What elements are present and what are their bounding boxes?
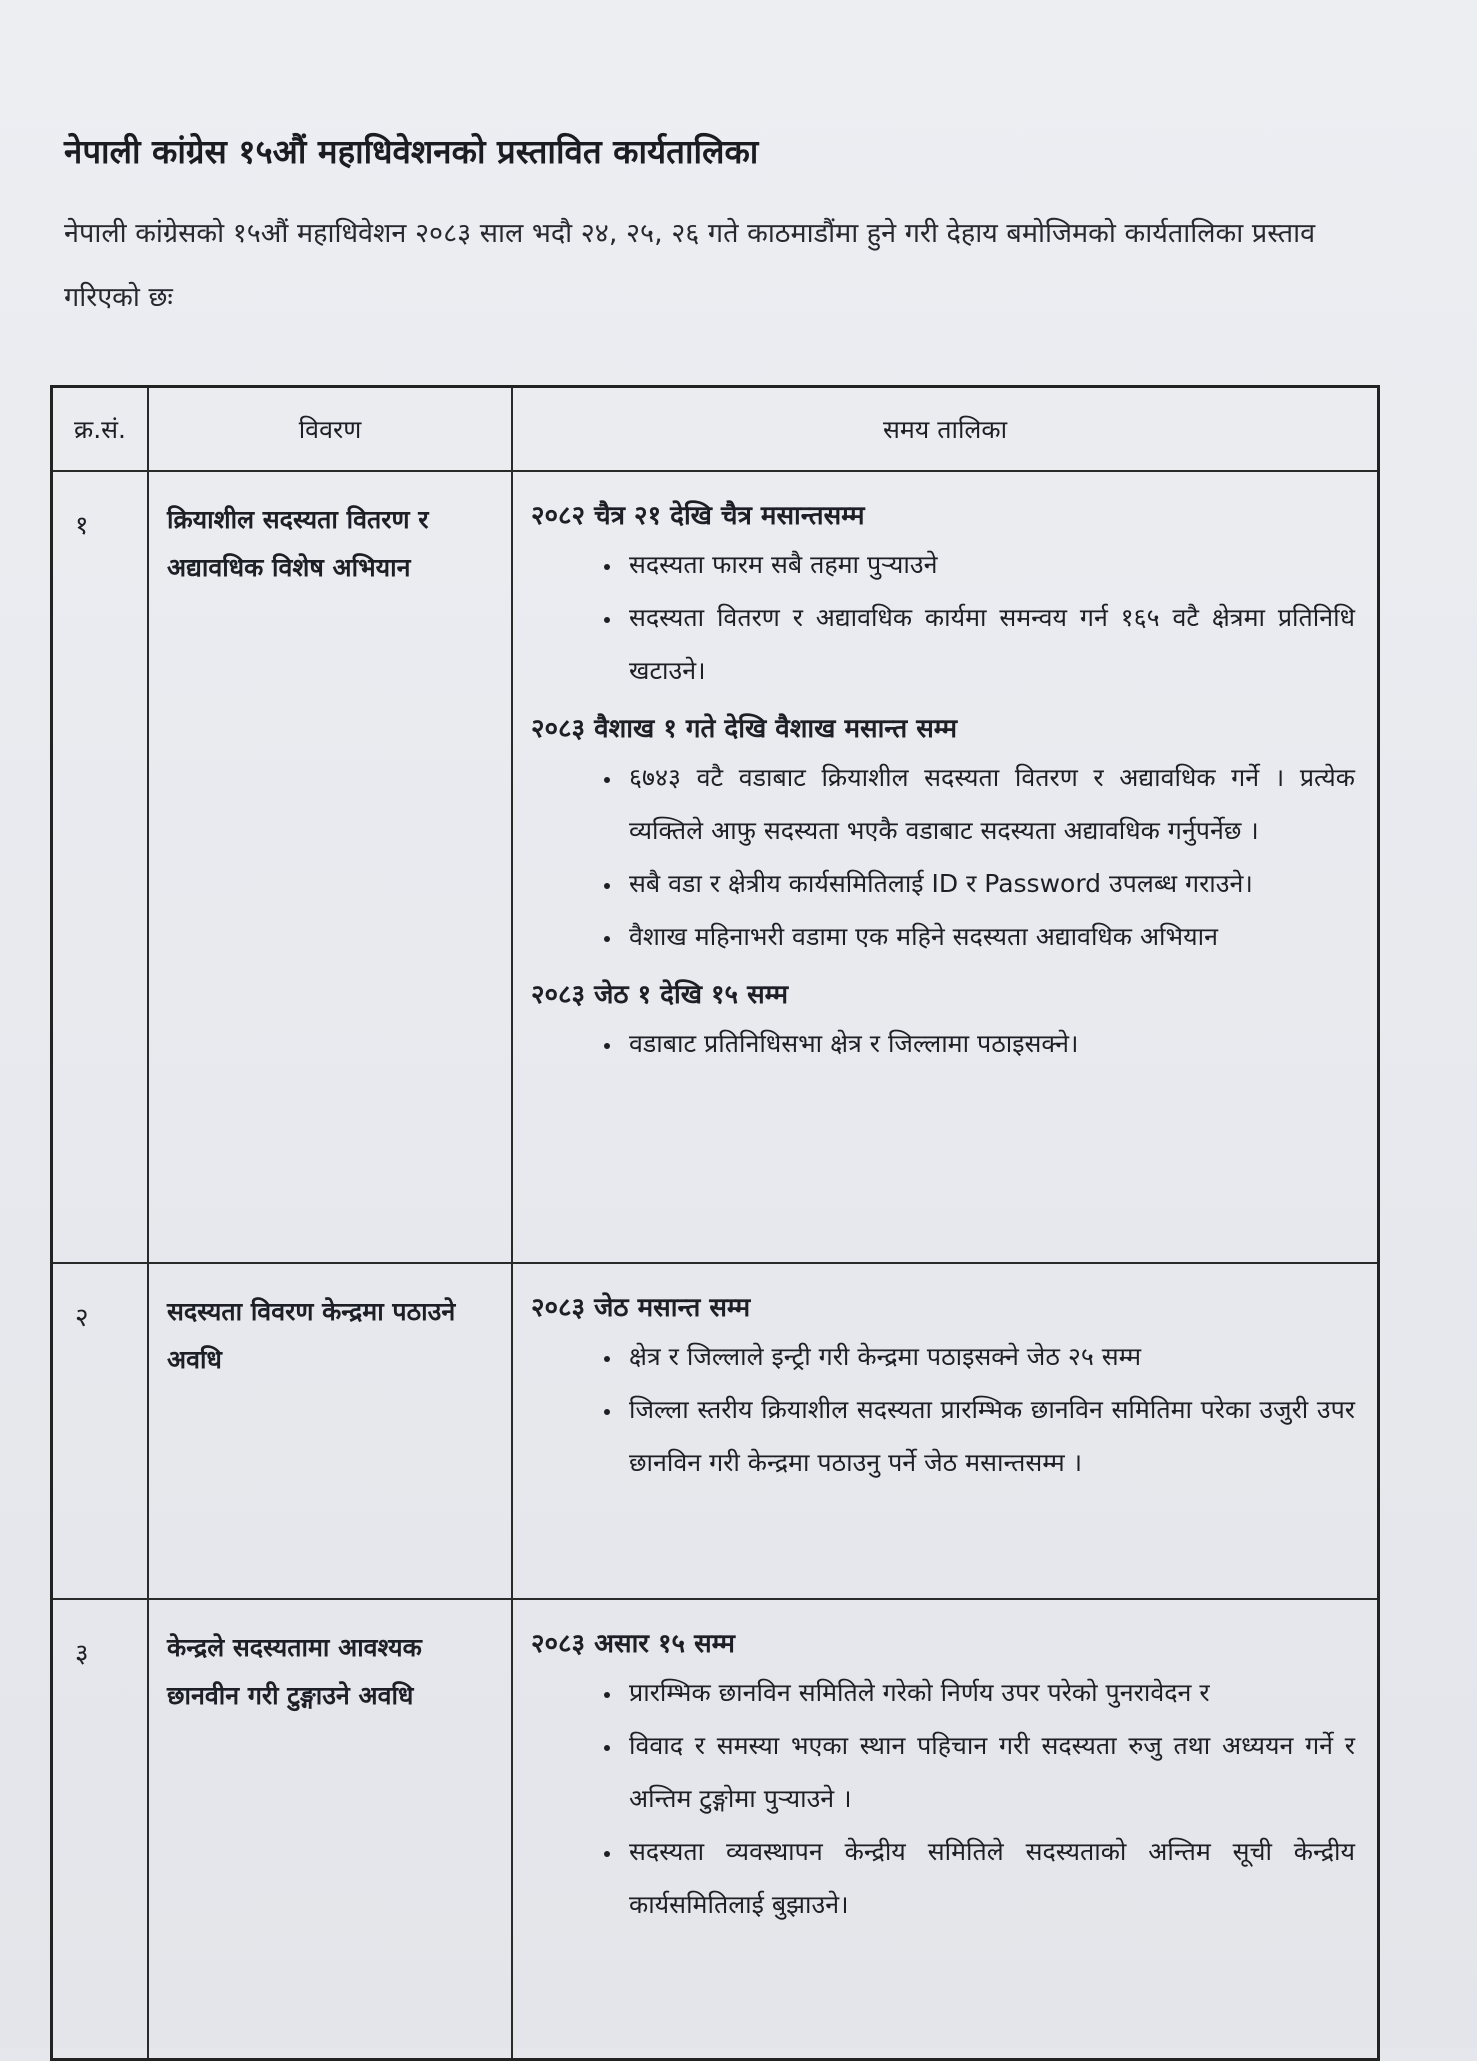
table-row bbox=[52, 1599, 1379, 2060]
list-item: • वैशाख महिनाभरी वडामा एक महिने सदस्यता अद्यावधिक अभियान bbox=[623, 910, 1355, 963]
period-heading: २०८३ जेठ मसान्त सम्म bbox=[531, 1293, 751, 1323]
header-sn: क्र.सं. bbox=[52, 387, 149, 472]
period-heading: २०८२ चैत्र २१ देखि चैत्र मसान्तसम्म bbox=[531, 501, 865, 531]
row-sn: १ bbox=[52, 471, 149, 1263]
period-heading: २०८३ वैशाख १ गते देखि वैशाख मसान्त सम्म bbox=[531, 714, 958, 744]
period-heading: २०८३ जेठ १ देखि १५ सम्म bbox=[531, 980, 789, 1010]
list-item: • विवाद र समस्या भएका स्थान पहिचान गरी सदस्यता रुजु तथा अध्ययन गर्ने र अन्तिम टुङ्गोमा पुऱ्याउने । bbox=[623, 1719, 1355, 1825]
list-item: • सदस्यता व्यवस्थापन केन्द्रीय समितिले सदस्यताको अन्तिम सूची केन्द्रीय कार्यसमितिलाई बुझाउने। bbox=[623, 1825, 1355, 1931]
table-row bbox=[52, 1263, 1379, 1599]
row-description: क्रियाशील सदस्यता वितरण र अद्यावधिक विशेष अभियान bbox=[148, 471, 512, 1263]
period-heading: २०८३ असार १५ सम्म bbox=[531, 1629, 735, 1659]
row-schedule bbox=[512, 1263, 1379, 1599]
intro-paragraph: नेपाली कांग्रेसको १५औं महाधिवेशन २०८३ साल भदौ २४, २५, २६ गते काठमाडौंमा हुने गरी देहाय बमोजिमको कार्यतालिका प्रस्ताव गरिएको छः bbox=[64, 218, 1316, 313]
schedule-table bbox=[50, 385, 1380, 2061]
period-items bbox=[531, 1017, 1355, 1070]
list-item: • सदस्यता फारम सबै तहमा पुऱ्याउने bbox=[623, 538, 1355, 591]
period-items bbox=[531, 1330, 1355, 1489]
header-row bbox=[52, 387, 1379, 472]
row-schedule bbox=[512, 471, 1379, 1263]
row-sn: ३ bbox=[52, 1599, 149, 2060]
period-items bbox=[531, 1666, 1355, 1931]
header-description: विवरण bbox=[148, 387, 512, 472]
period-items bbox=[531, 751, 1355, 963]
document-title: नेपाली कांग्रेस १५औं महाधिवेशनको प्रस्तावित कार्यतालिका bbox=[64, 132, 759, 171]
list-item: • क्षेत्र र जिल्लाले इन्ट्री गरी केन्द्रमा पठाइसक्ने जेठ २५ सम्म bbox=[623, 1330, 1355, 1383]
row-description: केन्द्रले सदस्यतामा आवश्यक छानवीन गरी टुङ्गाउने अवधि bbox=[148, 1599, 512, 2060]
header-schedule: समय तालिका bbox=[512, 387, 1379, 472]
list-item: • सदस्यता वितरण र अद्यावधिक कार्यमा समन्वय गर्न १६५ वटै क्षेत्रमा प्रतिनिधि खटाउने। bbox=[623, 591, 1355, 697]
row-schedule bbox=[512, 1599, 1379, 2060]
table-row bbox=[52, 471, 1379, 1263]
list-item: • वडाबाट प्रतिनिधिसभा क्षेत्र र जिल्लामा पठाइसक्ने। bbox=[623, 1017, 1355, 1070]
list-item: • ६७४३ वटै वडाबाट क्रियाशील सदस्यता वितरण र अद्यावधिक गर्ने । प्रत्येक व्यक्तिले आफु सदस्यता भएकै वडाबाट सदस्यता अद्यावधिक गर्नुपर्नेछ । bbox=[623, 751, 1355, 857]
list-item: • प्रारम्भिक छानविन समितिले गरेको निर्णय उपर परेको पुनरावेदन र bbox=[623, 1666, 1355, 1719]
period-items bbox=[531, 538, 1355, 697]
row-description: सदस्यता विवरण केन्द्रमा पठाउने अवधि bbox=[148, 1263, 512, 1599]
list-item: • सबै वडा र क्षेत्रीय कार्यसमितिलाई ID र Password उपलब्ध गराउने। bbox=[623, 857, 1355, 910]
row-sn: २ bbox=[52, 1263, 149, 1599]
list-item: • जिल्ला स्तरीय क्रियाशील सदस्यता प्रारम्भिक छानविन समितिमा परेका उजुरी उपर छानविन गरी केन्द्रमा पठाउनु पर्ने जेठ मसान्तसम्म । bbox=[623, 1383, 1355, 1489]
